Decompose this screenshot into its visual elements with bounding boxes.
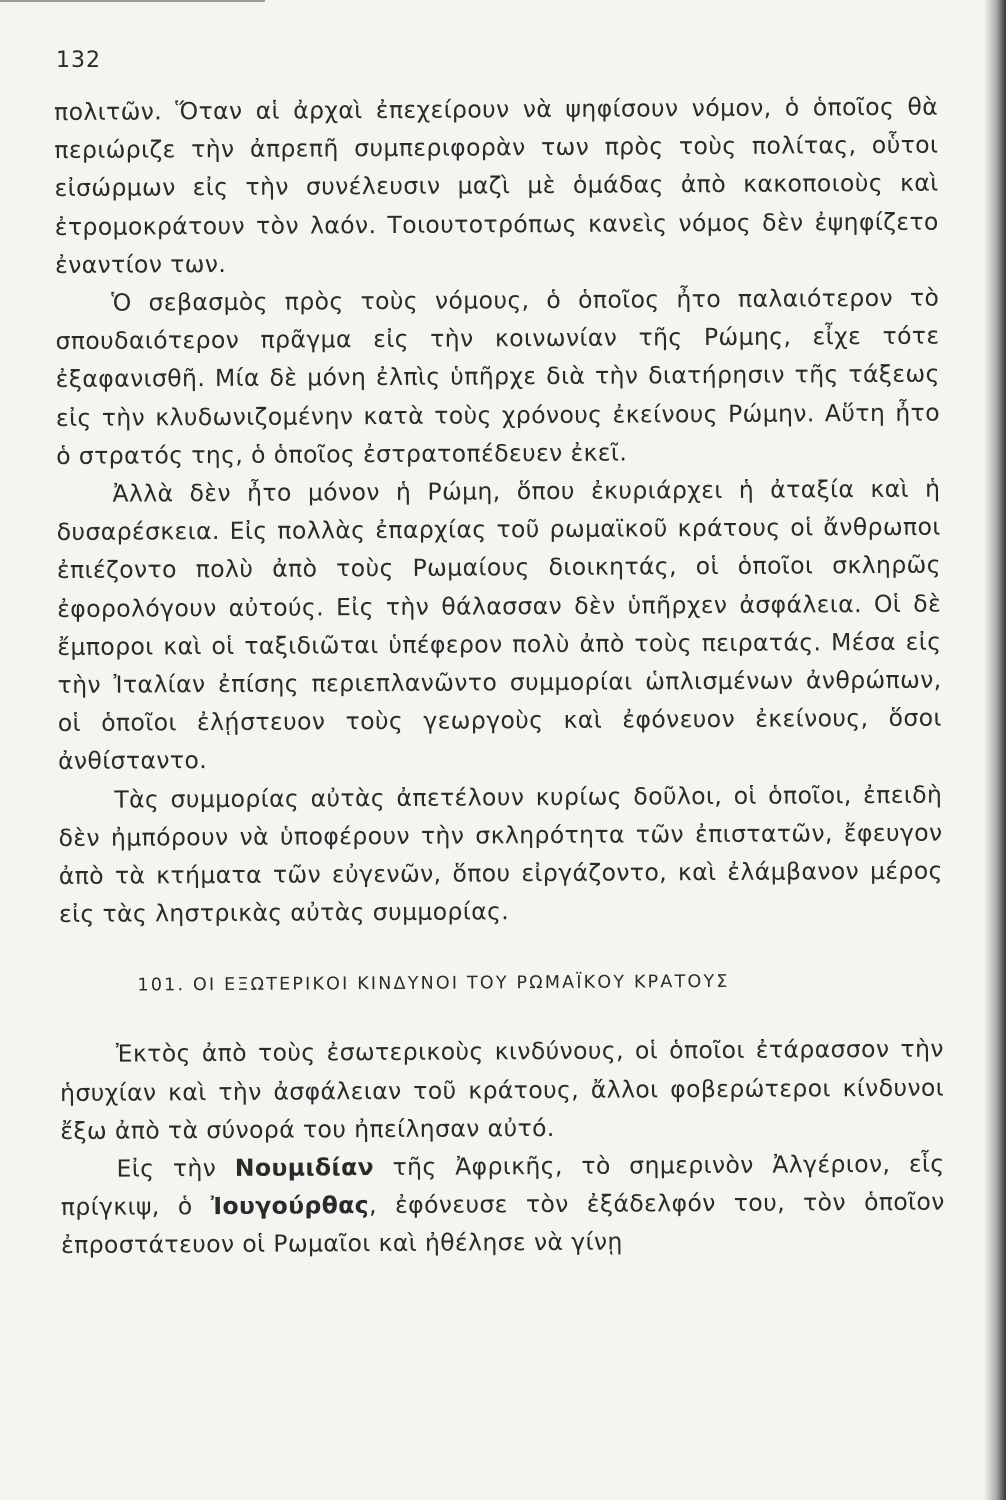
paragraph-1: πολιτῶν. Ὅταν αἱ ἀρχαὶ ἐπεχείρουν νὰ ψηφίσουν νόμον, ὁ ὁποῖος θὰ περιώριζε τὴν ἀπρεπῆ συμπεριφορὰν των πρὸς τοὺς πολίτας, οὗτοι εἰσώρμων εἰς τὴν συνέλευσιν μαζὶ μὲ ὁμάδας ἀπὸ κακοποιοὺς καὶ ἐτρομοκράτουν τὸν λαόν. Τοιουτοτρόπως κανεὶς νόμος δὲν ἐψηφίζετο ἐναντίον των. (54, 92, 939, 279)
paragraph-4: Τὰς συμμορίας αὐτὰς ἀπετέλουν κυρίως δοῦλοι, οἱ ὁποῖοι, ἐπειδὴ δὲν ἠμπόρουν νὰ ὑποφέρουν τὴν σκληρότητα τῶν ἐπιστατῶν, ἔφευγον ἀπὸ τὰ κτήματα τῶν εὐγενῶν, ὅπου εἰργάζοντο, καὶ ἐλάμβανον μέρος εἰς τὰς ληστρικὰς αὐτὰς συμμορίας. (58, 780, 943, 929)
section-number: 101. (137, 975, 186, 996)
paragraph-3: Ἀλλὰ δὲν ἦτο μόνον ἡ Ρώμη, ὅπου ἐκυριάρχει ἡ ἀταξία καὶ ἡ δυσαρέσκεια. Εἰς πολλὰς ἐπαρχίας τοῦ ρωμαϊκοῦ κράτους οἱ ἄνθρωποι ἐπιέζοντο πολὺ ἀπὸ τοὺς Ρωμαίους διοικητάς, οἱ ὁποῖοι σκληρῶς ἐφορολόγουν αὐτούς. Εἰς τὴν θάλασσαν δὲν ὑπῆρχεν ἀσφάλεια. Οἱ δὲ ἔμποροι καὶ οἱ ταξιδιῶται ὑπέφερον πολὺ ἀπὸ τοὺς πειρατάς. Μέσα εἰς τὴν Ἰταλίαν ἐπίσης περιεπλανῶντο συμμορίαι ὡπλισμένων ἀνθρώπων, οἱ ὁποῖοι ἐλῄστευον τοὺς γεωργοὺς καὶ ἐφόνευον ἐκείνους, ὅσοι ἀνθίσταντο. (56, 474, 942, 776)
body-text (54, 88, 945, 1265)
page-number: 132 (56, 48, 101, 73)
section-heading (59, 968, 943, 999)
bold-term-jugurtha: Ἰουγούρθας (210, 1191, 370, 1221)
paragraph-6-text-a: Εἰς τὴν (116, 1153, 235, 1183)
bold-term-numidia: Νουμιδίαν (234, 1153, 375, 1182)
paragraph-2: Ὁ σεβασμὸς πρὸς τοὺς νόμους, ὁ ὁποῖος ἦτο παλαιότερον τὸ σπουδαιότερον πρᾶγμα εἰς τὴν κοινωνίαν τῆς Ρώμης, εἶχε τότε ἐξαφανισθῆ. Μία δὲ μόνη ἐλπὶς ὑπῆρχε διὰ τὴν διατήρησιν τῆς τάξεως εἰς τὴν κλυδωνιζομένην κατὰ τοὺς χρόνους ἐκείνους Ρώμην. Αὕτη ἦτο ὁ στρατός της, ὁ ὁποῖος ἐστρατοπέδευεν ἐκεῖ. (55, 283, 941, 470)
paragraph-6-text-b: τῆς Ἀφρικῆς, τὸ σημερινὸν Ἀλγέριον, εἷς πρίγκιψ, ὁ (60, 1149, 945, 1222)
section-title: ΟΙ ΕΞΩΤΕΡΙΚΟΙ ΚΙΝΔΥΝΟΙ ΤΟΥ ΡΩΜΑΪΚΟΥ ΚΡΑΤΟΥΣ (192, 972, 730, 996)
page-edge-shadow (984, 0, 1006, 1500)
top-rule (0, 0, 265, 2)
paragraph-5: Ἐκτὸς ἀπὸ τοὺς ἐσωτερικοὺς κινδύνους, οἱ ὁποῖοι ἐτάρασσον τὴν ἡσυχίαν καὶ τὴν ἀσφάλειαν τοῦ κράτους, ἄλλοι φοβερώτεροι κίνδυνοι ἔξω ἀπὸ τὰ σύνορά του ἠπείλησαν αὐτό. (60, 1035, 945, 1145)
paragraph-6 (60, 1145, 945, 1265)
paragraph-6-text-c: , ἐφόνευσε τὸν ἐξάδελφόν του, τὸν ὁποῖον ἐπροστάτευον οἱ Ρωμαῖοι καὶ ἠθέλησε νὰ γίνῃ (60, 1187, 945, 1260)
